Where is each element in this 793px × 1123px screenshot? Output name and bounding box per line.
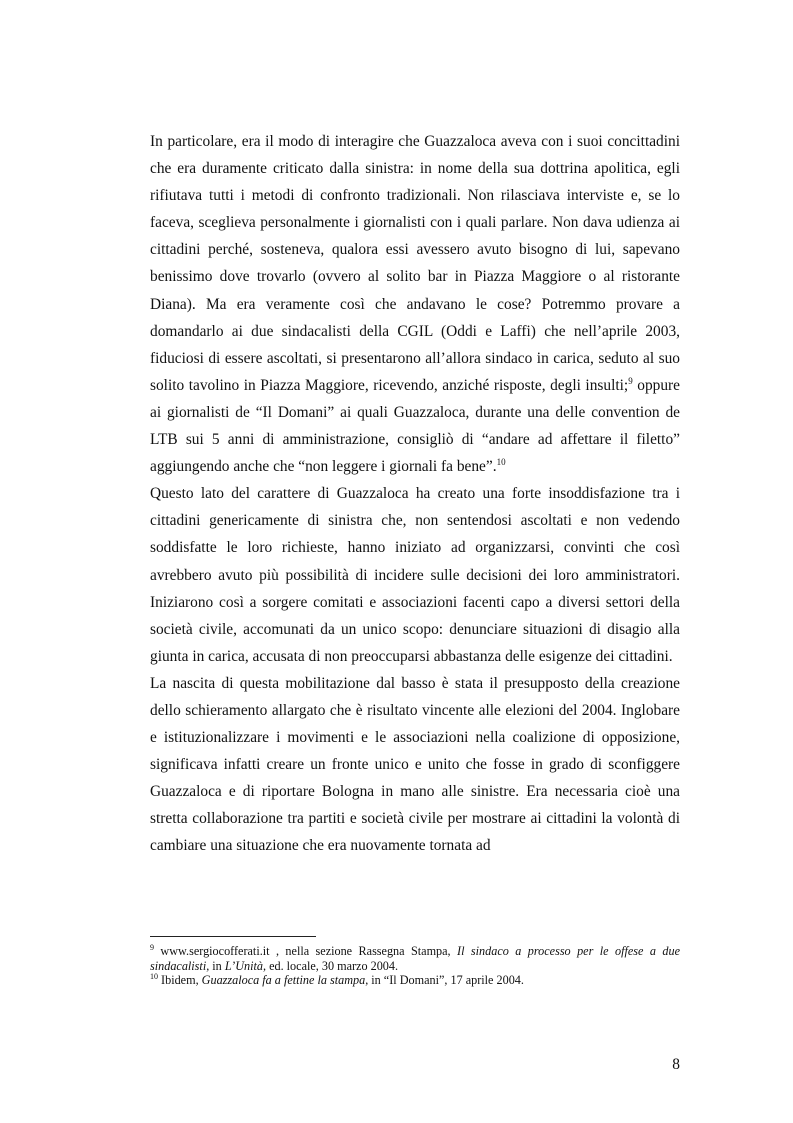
- footnote-10-text-a: Ibidem,: [158, 973, 202, 988]
- paragraph-2: Questo lato del carattere di Guazzaloca ha creato una forte insoddisfazione tra i cittadini genericamente di sinistra che, non sentendosi ascoltati e non vedendo soddisfatte le loro richieste, hanno iniziato ad organizzarsi, convinti che così avrebbero avuto più possibilità di incidere sulle decisioni dei loro amministratori. Iniziarono così a sorgere comitati e associazioni facenti capo a diversi settori della società civile, accomunati da un unico scopo: denunciare situazioni di disagio alla giunta in carica, accusata di non preoccuparsi abbastanza delle esigenze dei cittadini.: [150, 485, 680, 665]
- footnote-9-text-c: ed. locale, 30 marzo 2004.: [266, 958, 399, 973]
- page-number: 8: [672, 1056, 680, 1073]
- footnote-ref-9: 9: [628, 375, 633, 386]
- footnote-10-number: 10: [150, 972, 158, 982]
- footnote-10-text-b: , in “Il Domani”, 17 aprile 2004.: [365, 973, 524, 988]
- footnote-10-title: Guazzaloca fa a fettine la stampa: [201, 973, 366, 988]
- footnote-ref-10: 10: [496, 457, 506, 468]
- footnote-9-text-a: www.sergiocofferati.it , nella sezione Rassegna Stampa,: [154, 944, 458, 958]
- paragraph-1-text-a: In particolare, era il modo di interagire che Guazzaloca aveva con i suoi concittadini che era duramente criticato dalla sinistra: in nome della sua dottrina apolitica, egli rifiutava tutti i metodi di confronto tradizionali. Non rilasciava interviste e, se lo faceva, sceglieva personalmente i giornalisti con i quali parlare. Non dava udienza ai cittadini perché, sosteneva, qualora essi avessero avuto bisogno di lui, sapevano benissimo dove trovarlo (ovvero al solito bar in Piazza Maggiore o al ristorante Diana). Ma era veramente così che andavano le cose? Potremmo provare a domandarlo ai due sindacalisti della CGIL (Oddi e Laffi) che nell’aprile 2003, fiduciosi di essere ascoltati, si presentarono all’allora sindaco in carica, seduto al suo solito tavolino in Piazza Maggiore, ricevendo, anziché risposte, degli insulti;: [150, 133, 680, 394]
- footnote-9: [150, 944, 680, 973]
- footnote-9-title: Il sindaco a processo per le offese a due sindacalisti,: [150, 944, 680, 973]
- footnote-10: [150, 973, 680, 988]
- body-text: [150, 128, 680, 860]
- footnote-separator: [150, 936, 316, 937]
- footnote-9-text-b: in: [209, 958, 225, 973]
- paragraph-1-text-b: oppure ai giornalisti de “Il Domani” ai quali Guazzaloca, durante una delle convention de LTB sui 5 anni di amministrazione, consigliò di “andare ad affettare il filetto” aggiungendo anche che “non leggere i giornali fa bene”.: [150, 376, 680, 476]
- footnotes: [150, 944, 680, 988]
- footnote-9-number: 9: [150, 943, 154, 952]
- footnote-9-source: L’Unità,: [224, 958, 267, 973]
- paragraph-3: La nascita di questa mobilitazione dal basso è stata il presupposto della creazione dello schieramento allargato che è risultato vincente alle elezioni del 2004. Inglobare e istituzionalizzare i movimenti e le associazioni nella coalizione di opposizione, significava infatti creare un fronte unico e unito che fosse in grado di sconfiggere Guazzaloca e di riportare Bologna in mano alle sinistre. Era necessaria cioè una stretta collaborazione tra partiti e società civile per mostrare ai cittadini la volontà di cambiare una situazione che era nuovamente tornata ad: [150, 674, 680, 855]
- paragraph-1: [150, 128, 680, 480]
